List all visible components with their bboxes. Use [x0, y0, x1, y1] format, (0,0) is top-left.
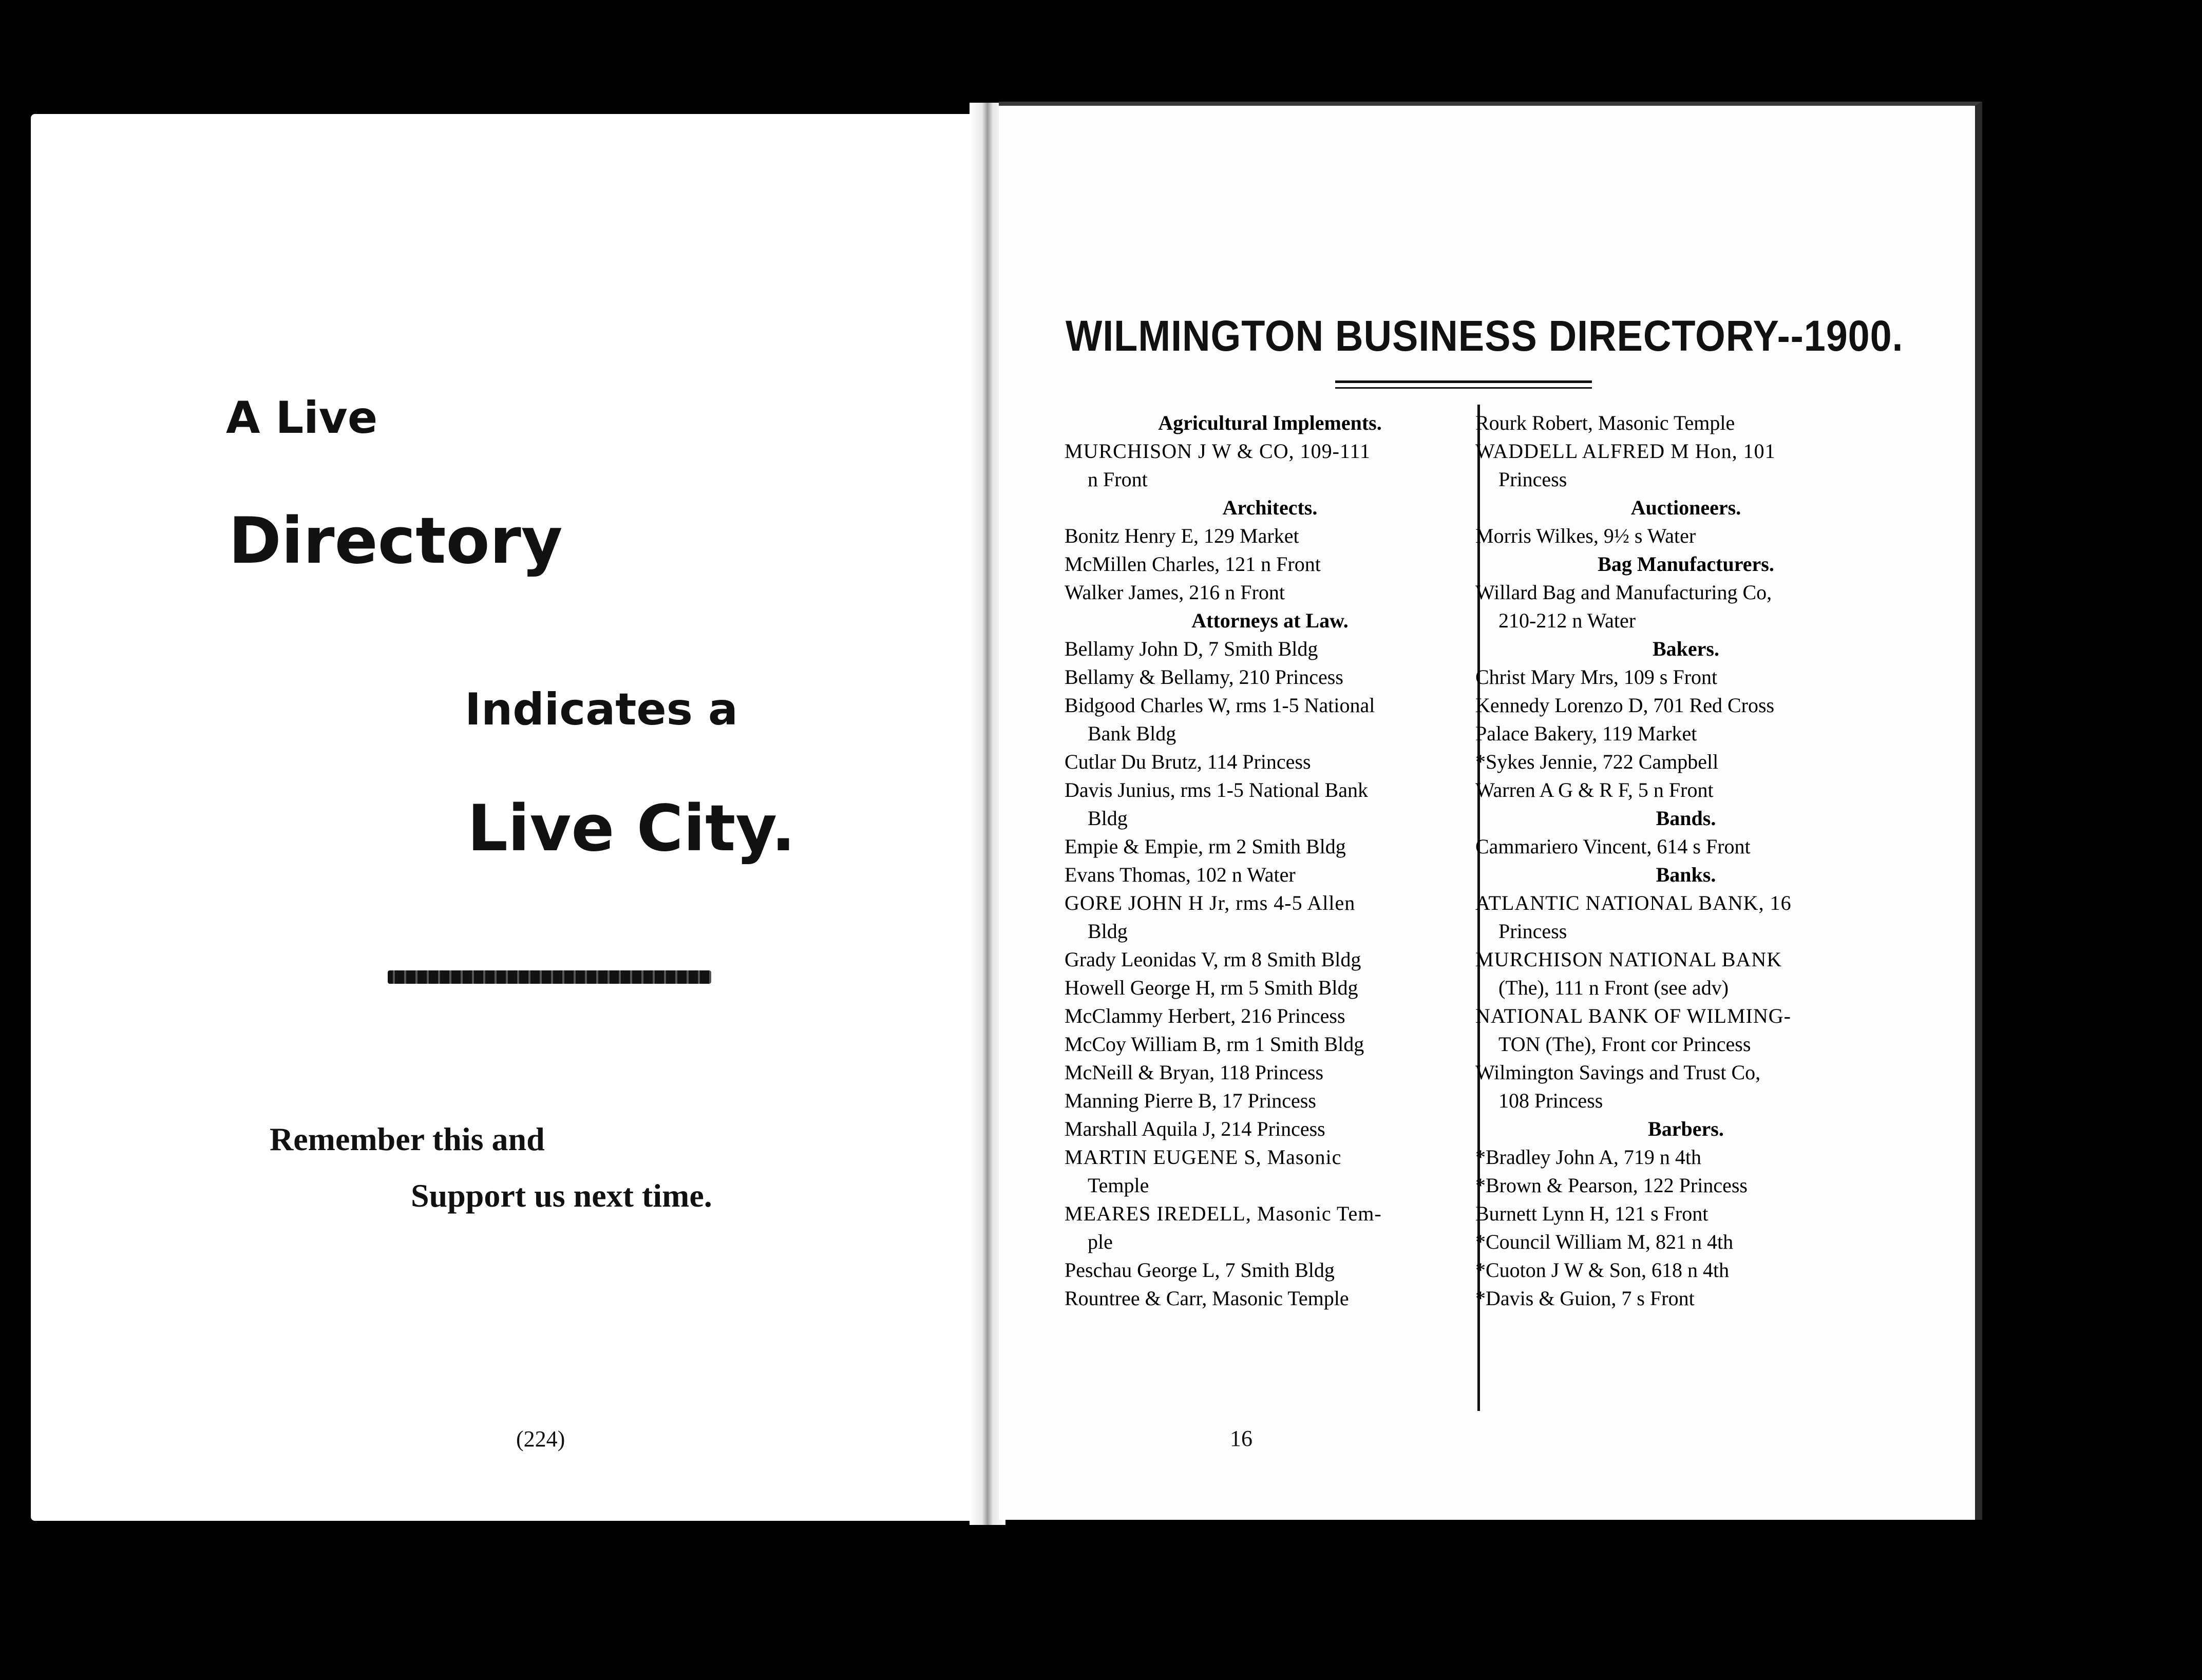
directory-entry: McCoy William B, rm 1 Smith Bldg	[1065, 1033, 1364, 1056]
directory-entry: MURCHISON J W & CO, 109-111	[1065, 440, 1371, 463]
directory-entry: *Brown & Pearson, 122 Princess	[1475, 1174, 1748, 1197]
directory-entry: Bonitz Henry E, 129 Market	[1065, 524, 1299, 547]
directory-column-right	[1475, 409, 1896, 1312]
directory-entry: Princess	[1498, 468, 1567, 491]
directory-entry: Grady Leonidas V, rm 8 Smith Bldg	[1065, 948, 1361, 971]
directory-entry: *Cuoton J W & Son, 618 n 4th	[1475, 1258, 1730, 1282]
directory-entry: Evans Thomas, 102 n Water	[1065, 863, 1296, 886]
directory-entry: 108 Princess	[1498, 1089, 1603, 1112]
directory-entry: ple	[1088, 1230, 1113, 1253]
directory-entry: Morris Wilkes, 9½ s Water	[1475, 524, 1696, 547]
directory-entry: Bldg	[1088, 920, 1128, 943]
directory-column-left	[1065, 409, 1475, 1312]
left-page-line-support: Support us next time.	[411, 1177, 712, 1214]
directory-entry: Cutlar Du Brutz, 114 Princess	[1065, 750, 1311, 773]
directory-entry: WADDELL ALFRED M Hon, 101	[1475, 440, 1776, 463]
directory-entry: Bidgood Charles W, rms 1-5 National	[1065, 694, 1375, 717]
category-heading: Attorneys at Law.	[1191, 609, 1349, 632]
directory-entry: Wilmington Savings and Trust Co,	[1475, 1061, 1761, 1084]
left-page-line-remember: Remember this and	[270, 1121, 545, 1157]
directory-entry: McMillen Charles, 121 n Front	[1065, 552, 1321, 576]
directory-entry: MEARES IREDELL, Masonic Tem-	[1065, 1202, 1382, 1225]
directory-entry: Bellamy & Bellamy, 210 Princess	[1065, 665, 1343, 689]
directory-entry: TON (The), Front cor Princess	[1498, 1033, 1751, 1056]
category-heading: Banks.	[1656, 863, 1716, 886]
directory-entry: Princess	[1498, 920, 1567, 943]
left-page-line-a-live: A Live	[226, 392, 378, 444]
directory-entry: Kennedy Lorenzo D, 701 Red Cross	[1475, 694, 1775, 717]
directory-entry: Temple	[1088, 1174, 1149, 1197]
directory-entry: ATLANTIC NATIONAL BANK, 16	[1475, 891, 1792, 914]
category-heading: Agricultural Implements.	[1158, 411, 1382, 434]
category-heading: Bakers.	[1653, 637, 1719, 660]
directory-entry: Willard Bag and Manufacturing Co,	[1475, 581, 1772, 604]
directory-entry: MARTIN EUGENE S, Masonic	[1065, 1146, 1342, 1169]
directory-entry: n Front	[1088, 468, 1148, 491]
directory-title: WILMINGTON BUSINESS DIRECTORY--1900.	[1066, 312, 1904, 360]
category-heading: Bag Manufacturers.	[1598, 552, 1774, 576]
left-page-line-live-city: Live City.	[467, 792, 795, 866]
directory-entry: Rourk Robert, Masonic Temple	[1475, 411, 1735, 434]
directory-entry: Empie & Empie, rm 2 Smith Bldg	[1065, 835, 1346, 858]
directory-entry: Bank Bldg	[1088, 722, 1176, 745]
directory-entry: Burnett Lynn H, 121 s Front	[1475, 1202, 1709, 1225]
directory-entry: McClammy Herbert, 216 Princess	[1065, 1004, 1345, 1027]
directory-entry: McNeill & Bryan, 118 Princess	[1065, 1061, 1324, 1084]
right-page-number: 16	[1230, 1426, 1252, 1451]
directory-entry: *Bradley John A, 719 n 4th	[1475, 1146, 1701, 1169]
directory-entry: Christ Mary Mrs, 109 s Front	[1475, 665, 1718, 689]
directory-entry: 210-212 n Water	[1498, 609, 1636, 632]
decorative-ornament-rule	[388, 970, 711, 984]
left-page-number: (224)	[516, 1426, 565, 1452]
category-heading: Barbers.	[1648, 1117, 1724, 1140]
directory-entry: Cammariero Vincent, 614 s Front	[1475, 835, 1751, 858]
directory-entry: *Davis & Guion, 7 s Front	[1475, 1287, 1695, 1310]
directory-entry: Warren A G & R F, 5 n Front	[1475, 778, 1714, 801]
category-heading: Bands.	[1656, 807, 1716, 830]
directory-entry: Manning Pierre B, 17 Princess	[1065, 1089, 1316, 1112]
directory-entry: GORE JOHN H Jr, rms 4-5 Allen	[1065, 891, 1356, 914]
title-rule-top	[1335, 380, 1592, 383]
directory-entry: Rountree & Carr, Masonic Temple	[1065, 1287, 1349, 1310]
directory-entry: Walker James, 216 n Front	[1065, 581, 1285, 604]
category-heading: Auctioneers.	[1630, 496, 1741, 519]
left-page-line-directory: Directory	[229, 504, 563, 578]
directory-entry: Davis Junius, rms 1-5 National Bank	[1065, 778, 1369, 801]
directory-entry: *Council William M, 821 n 4th	[1475, 1230, 1734, 1253]
directory-entry: Peschau George L, 7 Smith Bldg	[1065, 1258, 1335, 1282]
right-page	[999, 102, 1982, 1520]
directory-entry: NATIONAL BANK OF WILMING-	[1475, 1004, 1791, 1027]
directory-entry: *Sykes Jennie, 722 Campbell	[1475, 750, 1719, 773]
left-page	[31, 114, 976, 1521]
left-page-line-indicates: Indicates a	[465, 684, 738, 735]
category-heading: Architects.	[1222, 496, 1318, 519]
directory-entry: MURCHISON NATIONAL BANK	[1475, 948, 1782, 971]
directory-entry: Palace Bakery, 119 Market	[1475, 722, 1697, 745]
directory-entry: Bldg	[1088, 807, 1128, 830]
directory-entry: (The), 111 n Front (see adv)	[1498, 976, 1729, 999]
title-rule-bottom	[1335, 387, 1592, 389]
directory-entry: Bellamy John D, 7 Smith Bldg	[1065, 637, 1318, 660]
directory-entry: Howell George H, rm 5 Smith Bldg	[1065, 976, 1358, 999]
directory-entry: Marshall Aquila J, 214 Princess	[1065, 1117, 1325, 1140]
